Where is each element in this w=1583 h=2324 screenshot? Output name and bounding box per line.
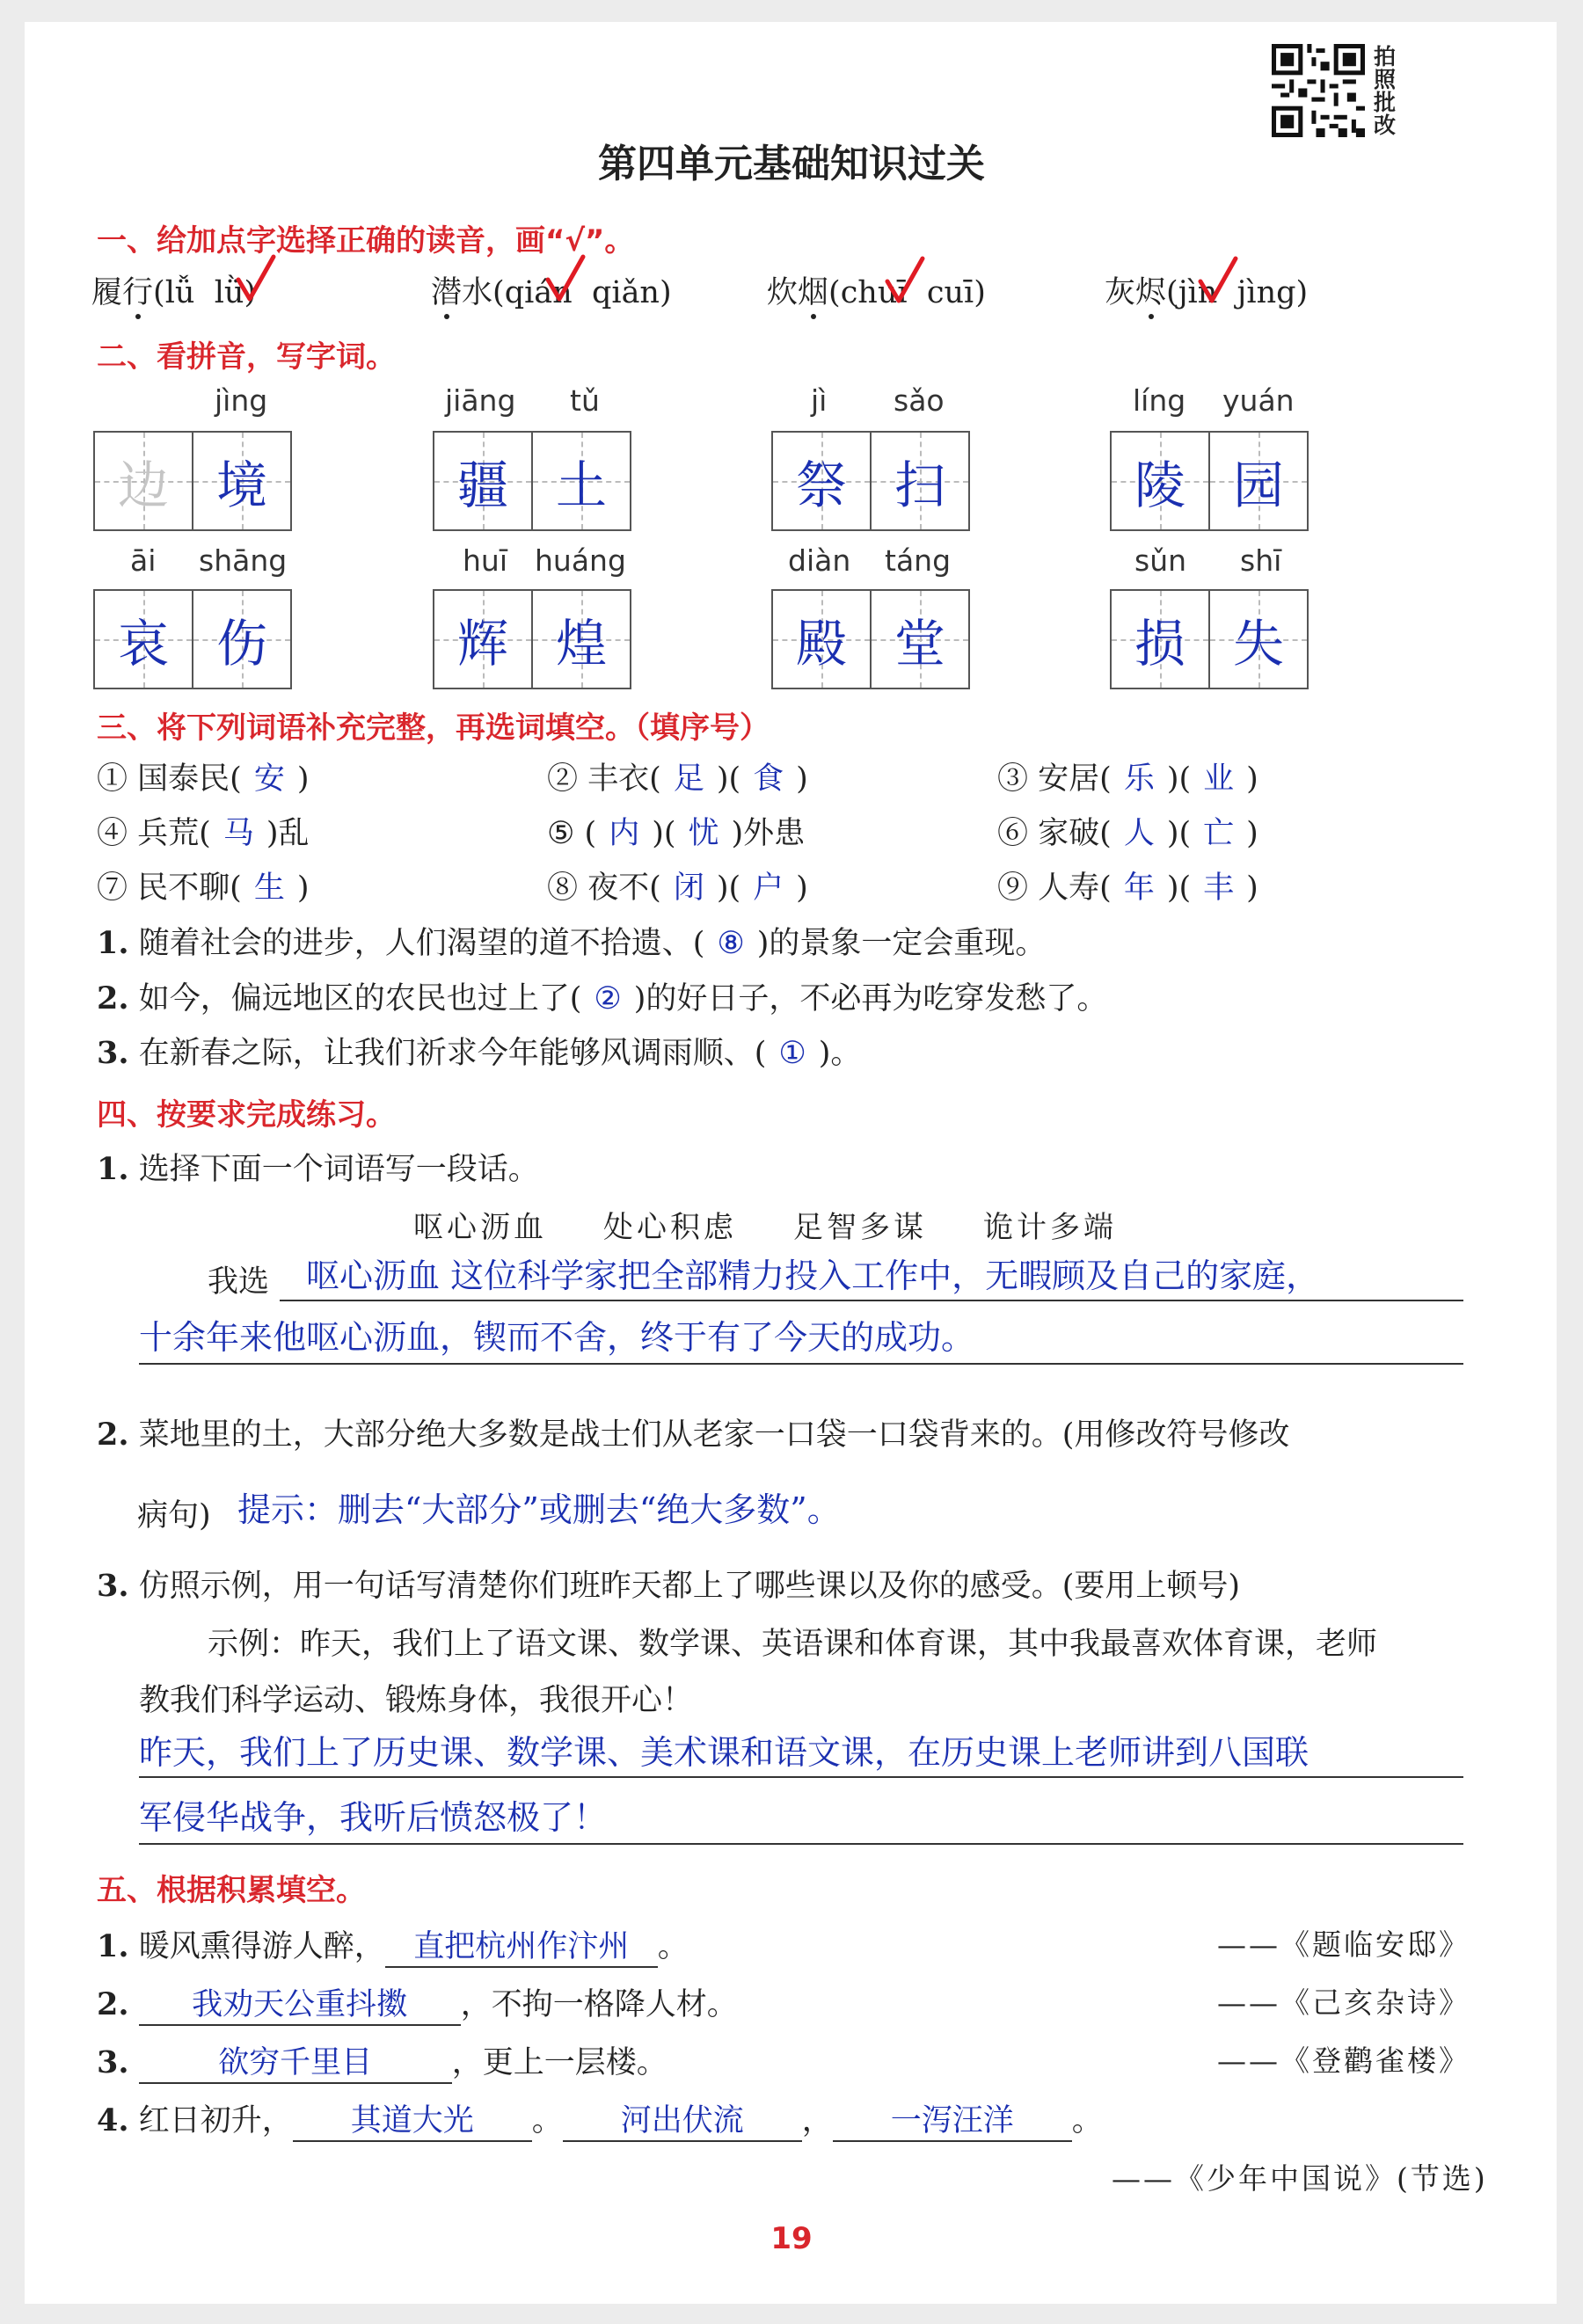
pinyin: huáng [535,543,626,578]
char-grid: 陵 园 [1110,431,1309,531]
s1-item-3: 炊烟(chuī cuī) [767,268,986,312]
pinyin: líng [1133,383,1186,418]
idiom-item: ⑤ ( 内 )( 忧 )外患 [547,816,806,851]
answer-line [280,1300,1463,1301]
fill-sentence: 2. 如今，偏远地区的农民也过上了( ② )的好日子，不必再为吃穿发愁了。 [97,980,1108,1016]
s1-item-2: 潜水(qián qiǎn) [431,268,672,312]
q3-example-line1: 示例：昨天，我们上了语文课、数学课、英语课和体育课，其中我最喜欢体育课，老师 [208,1627,1378,1662]
idiom-item: ① 国泰民( 安 ) [97,761,310,797]
poem-item-1: 1. 暖风熏得游人醉， 直把杭州作汴州 。 [97,1922,689,1968]
char-grid: 损 失 [1110,589,1309,689]
pinyin: sǎo [894,383,945,418]
char-grid: 殿 堂 [771,589,970,689]
idiom-item: ⑦ 民不聊( 生 ) [97,871,310,906]
pinyin: huī [463,543,507,578]
s1-item-4: 灰烬(jìn jìng) [1105,268,1308,312]
poem-item-2: 2. 我劝天公重抖擞 ，不拘一格降人材。 [97,1980,738,2026]
char-grid: 边 境 [93,431,292,531]
char-grid: 祭 扫 [771,431,970,531]
pinyin: yuán [1222,383,1295,418]
section4-heading: 四、按要求完成练习。 [97,1097,396,1133]
section5-heading: 五、根据积累填空。 [97,1873,366,1908]
poem-source: ——《登鹳雀楼》 [1217,2044,1470,2078]
page-title: 第四单元基础知识过关 [598,142,985,186]
page-number: 19 [770,2221,813,2256]
answer-line [139,1843,1463,1845]
q1-prompt: 1. 选择下面一个词语写一段话。 [97,1151,539,1187]
section1-heading: 一、给加点字选择正确的读音，画“√”。 [97,223,635,259]
q3-answer-line2: 军侵华战争，我听后愤怒极了！ [139,1798,608,1837]
q3-example-line2: 教我们科学运动、锻炼身体，我很开心！ [139,1683,694,1718]
idiom-item: ④ 兵荒( 马 )乱 [97,816,310,851]
char-grid: 疆 土 [433,431,631,531]
answer-line [139,1776,1463,1778]
q3-answer-line1: 昨天，我们上了历史课、数学课、美术课和语文课，在历史课上老师讲到八国联 [139,1733,1309,1772]
pinyin: jiāng [445,383,516,418]
checkmark-icon [236,253,276,306]
pinyin: sǔn [1134,543,1187,578]
pinyin: shī [1240,543,1282,578]
section2-heading: 二、看拼音，写字词。 [97,339,396,375]
q3-prompt: 3. 仿照示例，用一句话写清楚你们班昨天都上了哪些课以及你的感受。(要用上顿号) [97,1568,1241,1604]
q2-answer: 提示：删去“大部分”或删去“绝大多数”。 [237,1490,841,1529]
idiom-item: ⑨ 人寿( 年 )( 丰 ) [997,871,1258,906]
q2-prompt-line2: 病句) [137,1498,211,1534]
checkmark-icon [885,255,925,308]
fill-sentence: 3. 在新春之际，让我们祈求今年能够风调雨顺、( ① )。 [97,1035,862,1071]
fill-sentence: 1. 随着社会的进步，人们渴望的道不拾遗、( ⑧ )的景象一定会重现。 [97,925,1047,961]
pinyin: jìng [215,383,268,418]
idiom-item: ⑥ 家破( 人 )( 亡 ) [997,816,1258,851]
poem-source: ——《题临安邸》 [1217,1927,1470,1962]
poem-item-4: 4. 红日初升， 其道大光 。 河出伏流 ， 一泻汪洋 。 [97,2096,1103,2142]
poem-item-3: 3. 欲穷千里目 ，更上一层楼。 [97,2038,667,2084]
qr-code-icon[interactable] [1272,44,1365,137]
qr-label: 拍 照 批 改 [1374,44,1397,138]
q1-answer-line2: 十余年来他呕心沥血，锲而不舍，终于有了今天的成功。 [139,1318,975,1357]
checkmark-icon [1198,255,1238,308]
pinyin: diàn [788,543,851,578]
idiom-item: ② 丰衣( 足 )( 食 ) [547,761,808,797]
poem-source: ——《己亥杂诗》 [1217,1985,1470,2020]
word-options: 呕心沥血 处心积虑 足智多谋 诡计多端 [413,1210,1117,1245]
pinyin: āi [130,543,157,578]
q2-prompt-line1: 2. 菜地里的土，大部分绝大多数是战士们从老家一口袋一口袋背来的。(用修改符号修改 [97,1417,1290,1453]
answer-line [139,1363,1463,1365]
section3-heading: 三、将下列词语补充完整，再选词填空。（填序号） [97,710,770,746]
s1-item-1: 履行(lǚ lǜ) [91,268,256,312]
idiom-item: ③ 安居( 乐 )( 业 ) [997,761,1258,797]
idiom-item: ⑧ 夜不( 闭 )( 户 ) [547,871,808,906]
char-grid: 哀 伤 [93,589,292,689]
pinyin: jì [811,383,828,418]
pinyin: táng [885,543,952,578]
q1-lead: 我选 [208,1264,270,1300]
checkmark-icon [545,253,586,306]
pinyin: tǔ [570,383,600,418]
char-grid: 辉 煌 [433,589,631,689]
poem-source: ——《少年中国说》(节选) [1112,2161,1488,2196]
q1-answer-line1: 呕心沥血 这位科学家把全部精力投入工作中，无暇顾及自己的家庭， [306,1257,1320,1295]
pinyin: shāng [199,543,288,578]
